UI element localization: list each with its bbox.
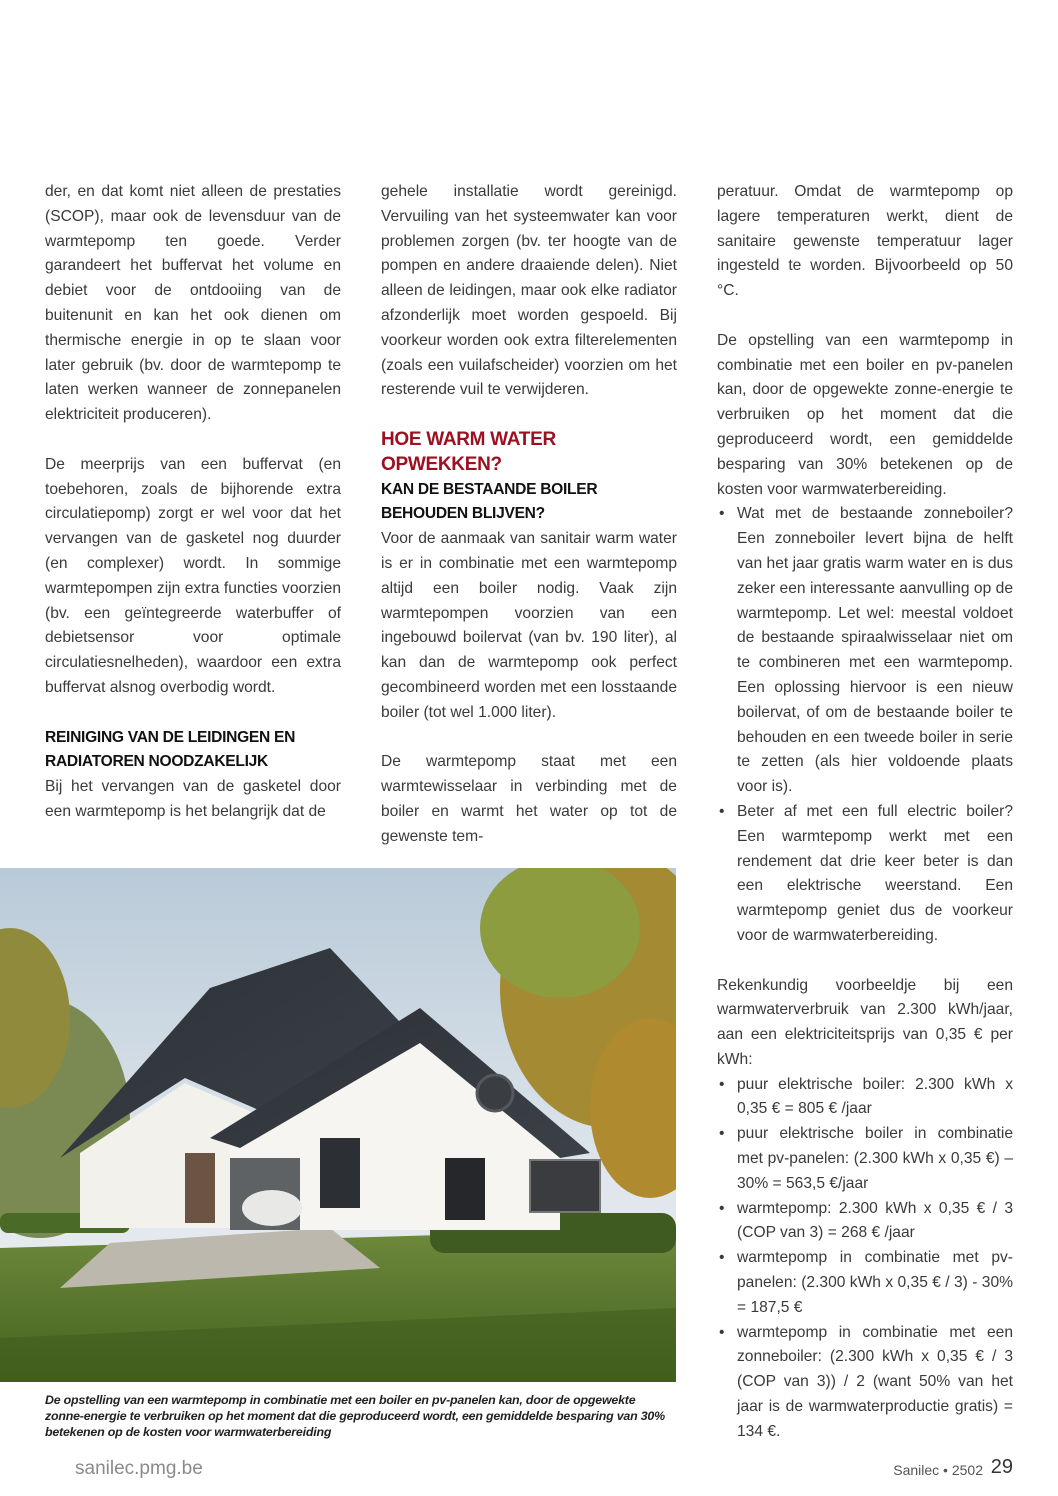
house-photo xyxy=(0,868,676,1382)
section-heading-block xyxy=(381,428,677,527)
list-item: • Beter af met een full electric boiler? Een warmtepomp werkt met een rendement dat drie keer beter is dan een elektrische weerstand. Een warmtepomp geniet dus de voorkeur voor de warmwaterbereiding. xyxy=(717,800,1013,949)
footer-magazine-issue: Sanilec • 2502 xyxy=(893,1462,983,1478)
list-item: • puur elektrische boiler in combinatie met pv-panelen: (2.300 kWh x 0,35 €) – 30% = 563,5 €/jaar xyxy=(717,1122,1013,1196)
paragraph: Voor de aanmaak van sanitair warm water is er in combinatie met een warmtepomp altijd een boiler nodig. Vaak zijn warmtepompen voorzien van een ingebouwd boilervat (van bv. 190 liter), al kan dan de warmtepomp ook perfect gecombineerd worden met een losstaande boiler (tot wel 1.000 liter). xyxy=(381,530,677,721)
bullet-list xyxy=(717,502,1013,948)
photo-caption: De opstelling van een warmtepomp in combinatie met een boiler en pv-panelen kan, door de opgewekte zonne-energie te verbruiken op het moment dat die geproduceerd wordt, een gemiddelde besparing van 30% betekenen op de kosten voor warmwaterbereiding xyxy=(45,1393,665,1439)
list-item: • Wat met de bestaande zonneboiler? Een zonneboiler levert bijna de helft van het jaar gratis warm water en is dus zeker een interessante aanvulling op de warmtepomp. Let wel: meestal voldoet de bestaande spiraalwisselaar niet om te combineren met een warmtepomp. Een oplossing hiervoor is een nieuw boilervat, of om de bestaande boiler te behouden en een tweede boiler in serie te zetten (als hier voldoende plaats voor is). xyxy=(717,502,1013,800)
paragraph: peratuur. Omdat de warmtepomp op lagere temperaturen werkt, dient de sanitaire gewenste temperatuur lager ingesteld te worden. Bijvoorbeeld op 50 °C. xyxy=(717,183,1013,300)
bullet-list xyxy=(717,1073,1013,1445)
list-item: • puur elektrische boiler: 2.300 kWh x 0,35 € = 805 € /jaar xyxy=(717,1073,1013,1123)
page-number: 29 xyxy=(990,1456,1013,1478)
section-heading: HOE WARM WATER OPWEKKEN? xyxy=(381,428,556,475)
paragraph: De meerprijs van een buffervat (en toebehoren, zoals de bijhorende extra circulatiepomp) zorgt er wel voor dat het vervangen van de gasketel nog duurder (en complexer) wordt. In sommige warmtepompen zijn extra functies voorzien (bv. een geïntegreerde waterbuffer of debietsensor voor optimale circulatiesnelheden), waardoor een extra buffervat alsnog overbodig wordt. xyxy=(45,455,341,696)
list-item: • warmtepomp in combinatie met pv-panelen: (2.300 kWh x 0,35 € / 3) - 30% = 187,5 € xyxy=(717,1246,1013,1320)
text-column-3 xyxy=(717,180,1013,1445)
paragraph: Bij het vervangen van de gasketel door een warmtepomp is het belangrijk dat de xyxy=(45,778,341,820)
list-item: • warmtepomp in combinatie met een zonneboiler: (2.300 kWh x 0,35 € / 3 (COP van 3)) / 2 (want 50% van het jaar is de warmwaterproductie gratis) = 134 €. xyxy=(717,1321,1013,1445)
paragraph: De warmtepomp staat met een warmtewisselaar in verbinding met de boiler en warmt het water op tot de gewenste tem- xyxy=(381,753,677,845)
footer-website: sanilec.pmg.be xyxy=(75,1458,203,1479)
section-subheading: KAN DE BESTAANDE BOILER BEHOUDEN BLIJVEN? xyxy=(381,480,598,523)
section-subheading: REINIGING VAN DE LEIDINGEN EN RADIATOREN NOODZAKELIJK xyxy=(45,728,296,771)
text-column-1 xyxy=(45,180,341,825)
paragraph: De opstelling van een warmtepomp in combinatie met een boiler en pv-panelen kan, door de opgewekte zonne-energie te verbruiken op het moment dat die geproduceerd wordt, een gemiddelde besparing van 30% betekenen op de kosten voor warmwaterbereiding. xyxy=(717,331,1013,498)
paragraph: Rekenkundig voorbeeldje bij een warmwaterverbruik van 2.300 kWh/jaar, aan een elektriciteitsprijs van 0,35 € per kWh: xyxy=(717,976,1013,1068)
list-item: • warmtepomp: 2.300 kWh x 0,35 € / 3 (COP van 3) = 268 € /jaar xyxy=(717,1197,1013,1247)
text-column-2 xyxy=(381,180,677,850)
paragraph: der, en dat komt niet alleen de prestaties (SCOP), maar ook de levensduur van de warmtepomp ten goede. Verder garandeert het buffervat het volume en debiet voor de ontdooiing van de buitenunit en kan het ook dienen om thermische energie in op te slaan voor later gebruik (bv. door de warmtepomp te laten werken wanneer de zonnepanelen elektriciteit produceren). xyxy=(45,183,341,424)
paragraph: gehele installatie wordt gereinigd. Vervuiling van het systeemwater kan voor problemen zorgen (bv. ter hoogte van de pompen en andere draaiende delen). Niet alleen de leidingen, maar ook elke radiator afzonderlijk moet worden gespoeld. Bij voorkeur worden ook extra filterelementen (zoals een vuilafscheider) voorzien om het resterende vuil te verwijderen. xyxy=(381,183,677,399)
